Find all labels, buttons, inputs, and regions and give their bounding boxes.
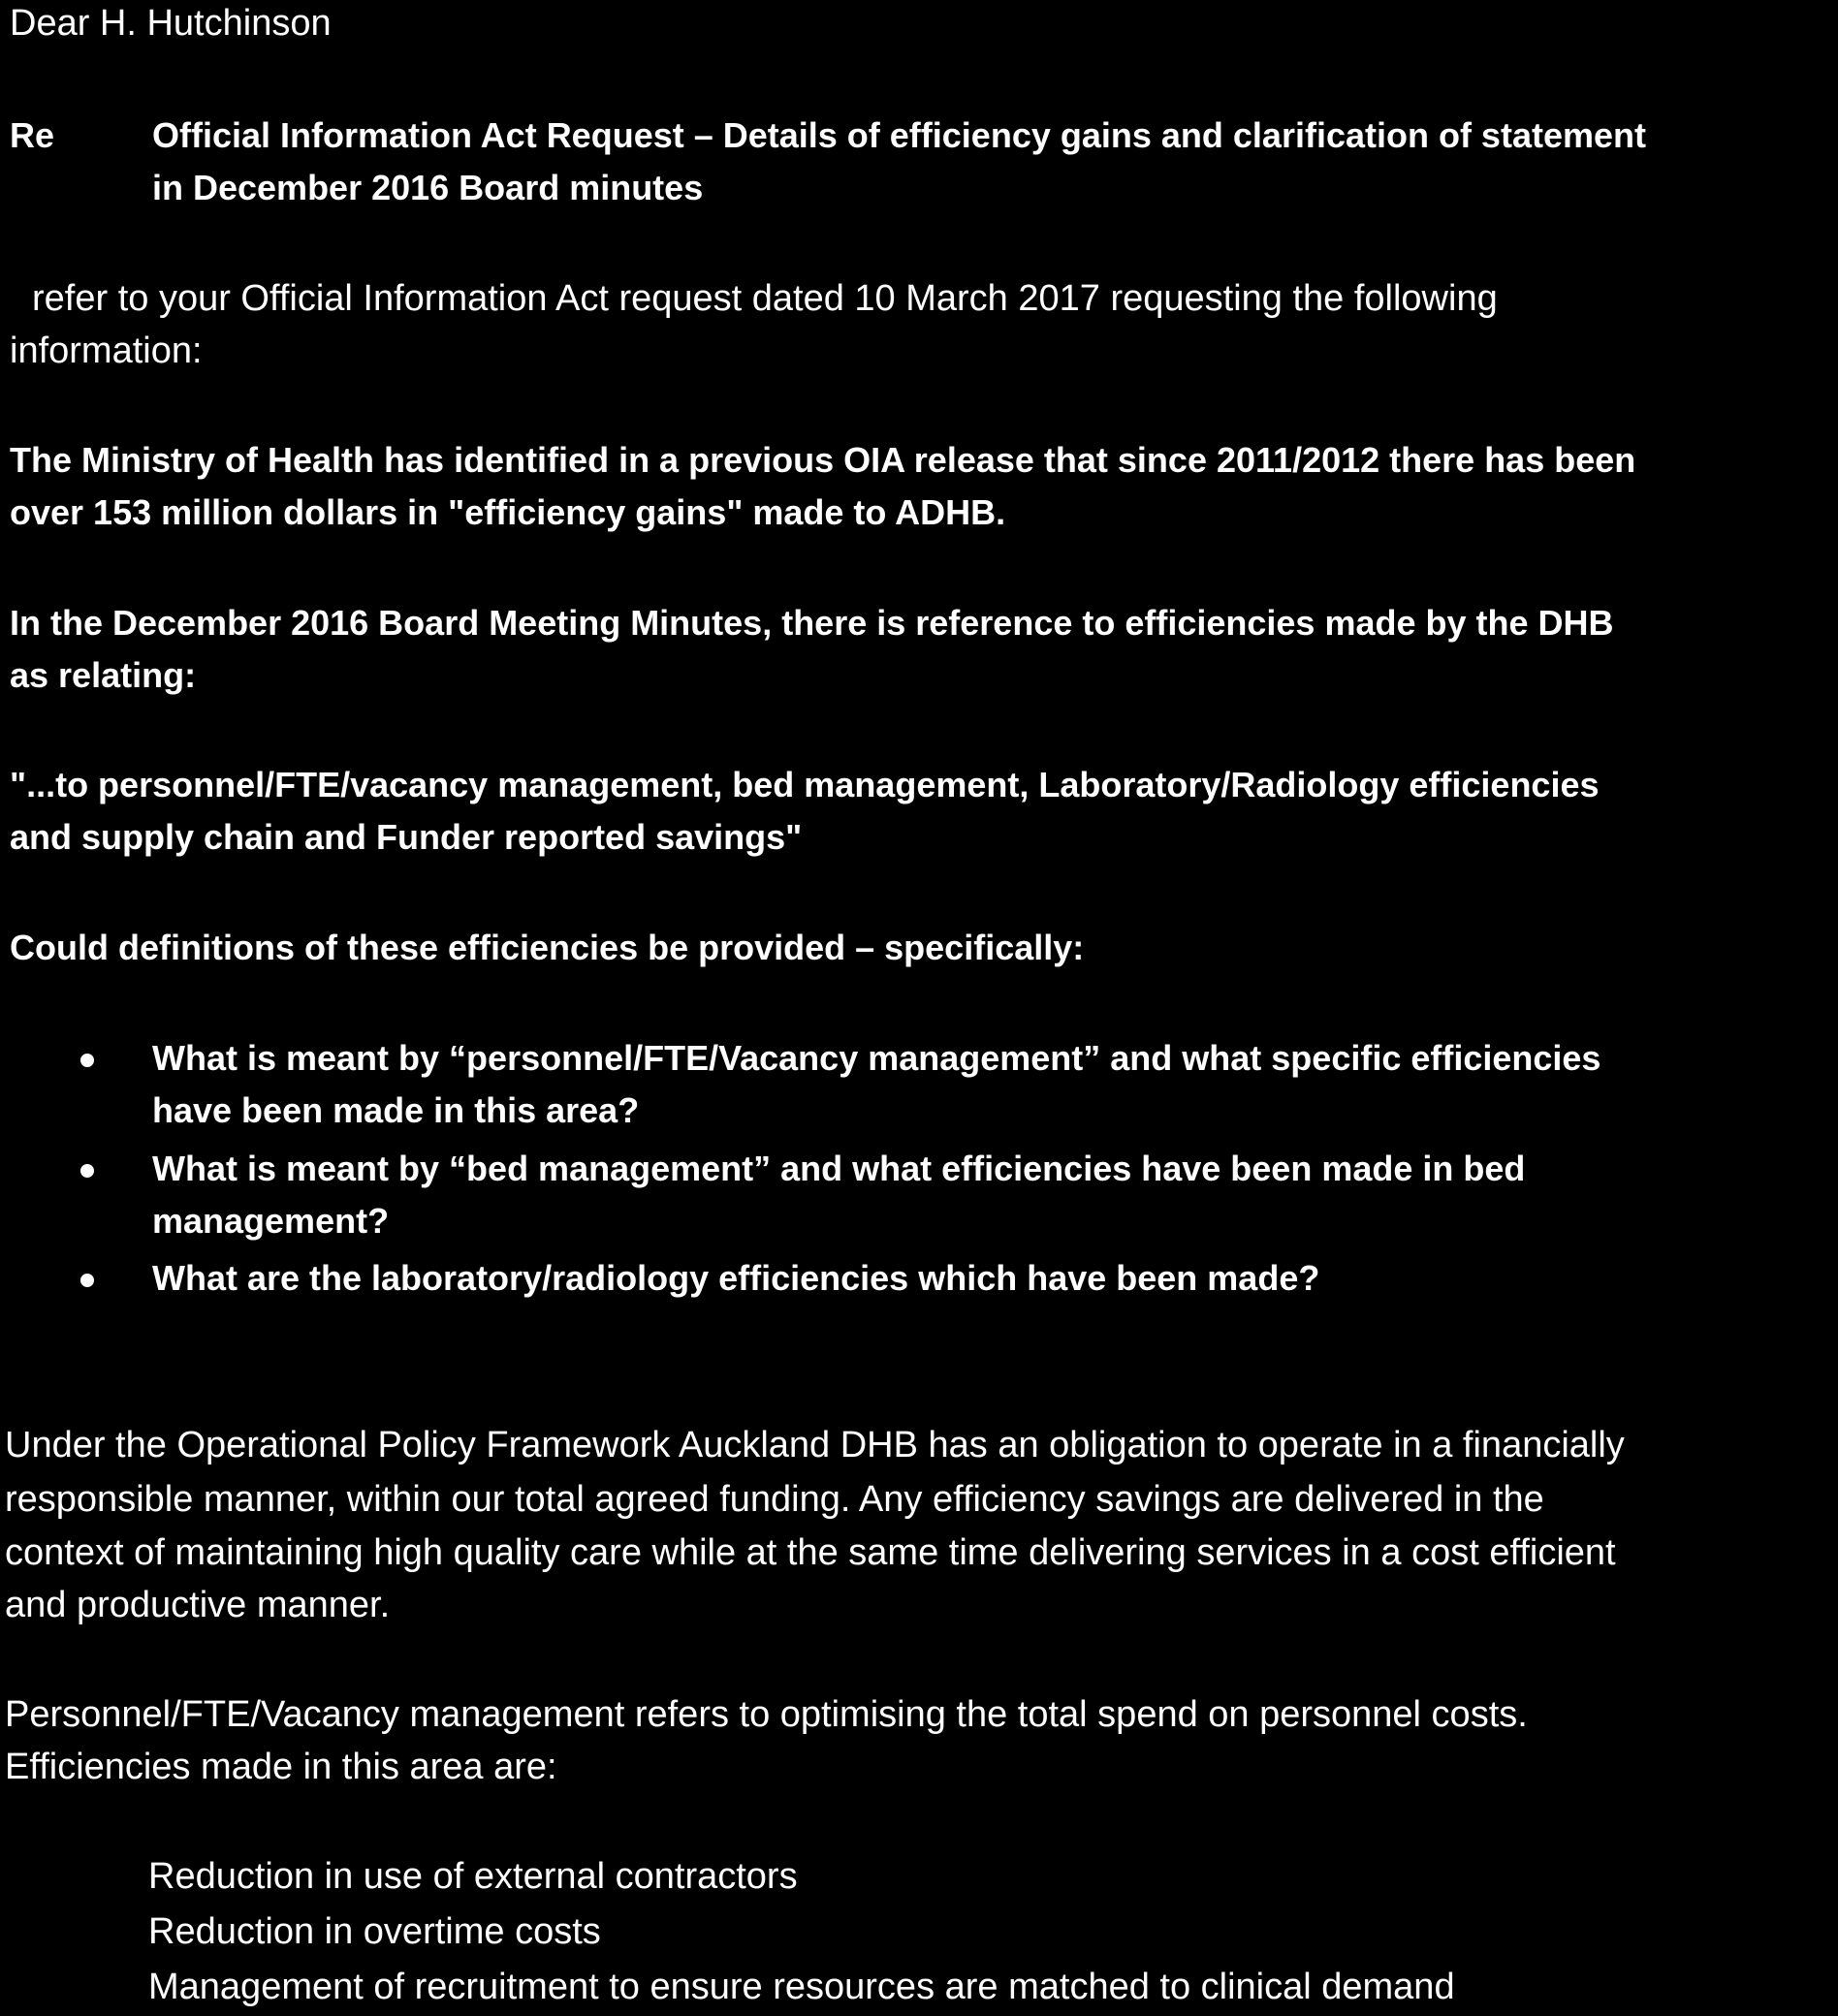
quote-line-1: "...to personnel/FTE/vacancy management, bed management, Laboratory/Radiology efficiencies — [10, 765, 1600, 804]
response-para1-line-1: Under the Operational Policy Framework Auckland DHB has an obligation to operate in a financially — [5, 1425, 1625, 1465]
request-para1-line-1: The Ministry of Health has identified in a previous OIA release that since 2011/2012 there has been — [10, 440, 1636, 480]
request-para2-line-2: as relating: — [10, 655, 197, 695]
list-item: Reduction in overtime costs — [148, 1911, 601, 1952]
bullet-2-line-1: What is meant by “bed management” and what efficiencies have been made in bed — [152, 1149, 1526, 1188]
quote-line-2: and supply chain and Funder reported savings" — [10, 817, 803, 857]
list-item: Management of recruitment to ensure resources are matched to clinical demand — [148, 1967, 1455, 2007]
subject-line-2: in December 2016 Board minutes — [152, 168, 704, 207]
re-label: Re — [10, 115, 55, 155]
bullet-1-line-1: What is meant by “personnel/FTE/Vacancy management” and what specific efficiencies — [152, 1038, 1601, 1078]
question-intro: Could definitions of these efficiencies be provided – specifically: — [10, 928, 1085, 967]
subject-line-1: Official Information Act Request – Details of efficiency gains and clarification of statement — [152, 115, 1646, 155]
response-para1-line-2: responsible manner, within our total agreed funding. Any efficiency savings are delivered in the — [5, 1479, 1544, 1520]
list-item: Reduction in use of external contractors — [148, 1856, 798, 1897]
request-para2-line-1: In the December 2016 Board Meeting Minutes, there is reference to efficiencies made by the DHB — [10, 603, 1614, 643]
intro-line-1: refer to your Official Information Act request dated 10 March 2017 requesting the following — [32, 278, 1498, 319]
bullet-dot — [80, 1274, 94, 1287]
bullet-3-line-1: What are the laboratory/radiology efficiencies which have been made? — [152, 1258, 1320, 1298]
bullet-dot — [80, 1054, 94, 1067]
bullet-1-line-2: have been made in this area? — [152, 1090, 640, 1130]
bullet-dot — [80, 1164, 94, 1178]
response-para2-line-2: Efficiencies made in this area are: — [5, 1747, 557, 1787]
response-para1-line-4: and productive manner. — [5, 1585, 391, 1625]
salutation: Dear H. Hutchinson — [10, 3, 332, 44]
response-para2-line-1: Personnel/FTE/Vacancy management refers to optimising the total spend on personnel costs. — [5, 1694, 1528, 1735]
request-para1-line-2: over 153 million dollars in "efficiency gains" made to ADHB. — [10, 492, 1006, 532]
bullet-2-line-2: management? — [152, 1201, 390, 1241]
intro-line-2: information: — [10, 331, 203, 371]
response-para1-line-3: context of maintaining high quality care while at the same time delivering services in a cost efficient — [5, 1532, 1616, 1573]
